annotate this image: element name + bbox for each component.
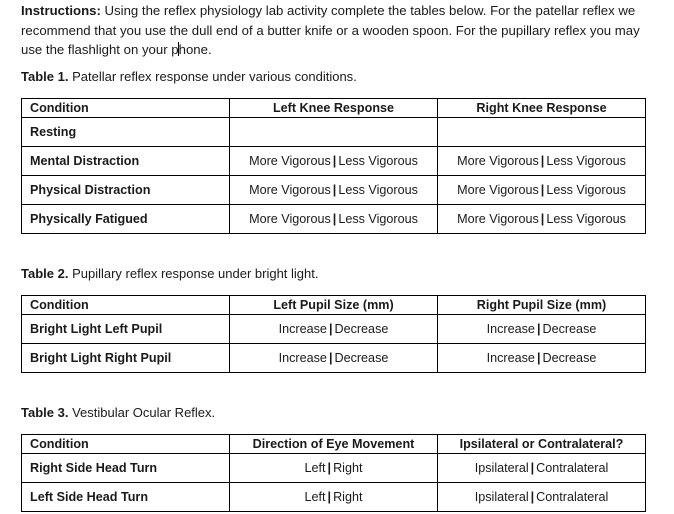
- column-header: Ipsilateral or Contralateral?: [438, 435, 646, 454]
- table3-caption-label: Table 3.: [21, 405, 69, 420]
- option-separator: |: [332, 154, 337, 168]
- table-row: [22, 344, 646, 373]
- table1-caption: [21, 69, 357, 85]
- right-response-cell[interactable]: [438, 344, 646, 373]
- response-option[interactable]: Decrease: [542, 322, 597, 336]
- response-option[interactable]: More Vigorous: [249, 212, 331, 226]
- condition-cell: Right Side Head Turn: [22, 454, 230, 483]
- instructions-label: Instructions:: [21, 3, 101, 18]
- right-response-cell[interactable]: [438, 147, 646, 176]
- response-option[interactable]: Ipsilateral: [474, 461, 529, 475]
- column-header: Right Knee Response: [438, 99, 646, 118]
- table-row: [22, 176, 646, 205]
- header-row: [22, 296, 646, 315]
- table3-caption: [21, 405, 215, 421]
- option-separator: |: [540, 183, 545, 197]
- table1-caption-text: Patellar reflex response under various conditions.: [72, 69, 357, 84]
- response-option[interactable]: Contralateral: [536, 461, 609, 475]
- header-row: [22, 435, 646, 454]
- right-response-cell[interactable]: [438, 176, 646, 205]
- column-header: Direction of Eye Movement: [230, 435, 438, 454]
- option-separator: |: [540, 212, 545, 226]
- condition-cell: Bright Light Right Pupil: [22, 344, 230, 373]
- right-response-cell[interactable]: [438, 205, 646, 234]
- option-separator: |: [327, 461, 332, 475]
- response-option[interactable]: Left: [304, 461, 326, 475]
- table2-caption: [21, 266, 319, 282]
- left-response-cell[interactable]: [230, 118, 438, 147]
- table2-caption-label: Table 2.: [21, 266, 69, 281]
- response-option[interactable]: Decrease: [542, 351, 597, 365]
- table-row: [22, 205, 646, 234]
- left-response-cell[interactable]: [230, 315, 438, 344]
- response-option[interactable]: More Vigorous: [457, 154, 539, 168]
- response-option[interactable]: Increase: [486, 322, 535, 336]
- column-header: Condition: [22, 435, 230, 454]
- instructions-text: Using the reflex physiology lab activity complete the tables below. For the patellar reflex we recommend that you use the dull end of a butter knife or a wooden spoon. For the pupillary reflex you may use the flashlight on your p: [21, 3, 640, 57]
- response-option[interactable]: Less Vigorous: [546, 212, 626, 226]
- table-row: [22, 454, 646, 483]
- response-option[interactable]: Less Vigorous: [546, 154, 626, 168]
- table1-patellar-reflex: [21, 98, 646, 234]
- condition-cell: Mental Distraction: [22, 147, 230, 176]
- condition-cell: Left Side Head Turn: [22, 483, 230, 512]
- table1-caption-label: Table 1.: [21, 69, 69, 84]
- response-option[interactable]: More Vigorous: [457, 183, 539, 197]
- response-option[interactable]: Less Vigorous: [338, 183, 418, 197]
- table3-caption-text: Vestibular Ocular Reflex.: [72, 405, 216, 420]
- option-separator: |: [536, 351, 541, 365]
- response-option[interactable]: Less Vigorous: [338, 212, 418, 226]
- right-response-cell[interactable]: [438, 454, 646, 483]
- response-option[interactable]: Right: [333, 490, 363, 504]
- condition-cell: Bright Light Left Pupil: [22, 315, 230, 344]
- response-option[interactable]: Decrease: [334, 322, 389, 336]
- left-response-cell[interactable]: [230, 205, 438, 234]
- table2-pupillary-reflex: [21, 295, 646, 373]
- response-option[interactable]: Less Vigorous: [546, 183, 626, 197]
- left-response-cell[interactable]: [230, 483, 438, 512]
- column-header: Right Pupil Size (mm): [438, 296, 646, 315]
- table-row: [22, 315, 646, 344]
- table-row: [22, 483, 646, 512]
- right-response-cell[interactable]: [438, 483, 646, 512]
- left-response-cell[interactable]: [230, 344, 438, 373]
- response-option[interactable]: More Vigorous: [249, 183, 331, 197]
- left-response-cell[interactable]: [230, 176, 438, 205]
- option-separator: |: [332, 212, 337, 226]
- left-response-cell[interactable]: [230, 454, 438, 483]
- column-header: Left Pupil Size (mm): [230, 296, 438, 315]
- instructions-text-end: hone.: [178, 42, 212, 57]
- right-response-cell[interactable]: [438, 315, 646, 344]
- response-option[interactable]: Contralateral: [536, 490, 609, 504]
- header-row: [22, 99, 646, 118]
- option-separator: |: [530, 490, 535, 504]
- option-separator: |: [540, 154, 545, 168]
- column-header: Condition: [22, 99, 230, 118]
- table2-caption-text: Pupillary reflex response under bright light.: [72, 266, 319, 281]
- table-row: [22, 118, 646, 147]
- response-option[interactable]: Ipsilateral: [474, 490, 529, 504]
- instructions-paragraph: [21, 0, 651, 60]
- table-row: [22, 147, 646, 176]
- table3-vestibular-ocular-reflex: [21, 434, 646, 512]
- left-response-cell[interactable]: [230, 147, 438, 176]
- column-header: Left Knee Response: [230, 99, 438, 118]
- condition-cell: Resting: [22, 118, 230, 147]
- response-option[interactable]: Right: [333, 461, 363, 475]
- response-option[interactable]: Increase: [278, 322, 327, 336]
- option-separator: |: [530, 461, 535, 475]
- option-separator: |: [328, 322, 333, 336]
- response-option[interactable]: Increase: [486, 351, 535, 365]
- column-header: Condition: [22, 296, 230, 315]
- response-option[interactable]: More Vigorous: [249, 154, 331, 168]
- response-option[interactable]: Less Vigorous: [338, 154, 418, 168]
- response-option[interactable]: Decrease: [334, 351, 389, 365]
- option-separator: |: [536, 322, 541, 336]
- condition-cell: Physical Distraction: [22, 176, 230, 205]
- option-separator: |: [328, 351, 333, 365]
- right-response-cell[interactable]: [438, 118, 646, 147]
- option-separator: |: [332, 183, 337, 197]
- document-page: [21, 0, 651, 504]
- condition-cell: Physically Fatigued: [22, 205, 230, 234]
- response-option[interactable]: Increase: [278, 351, 327, 365]
- response-option[interactable]: Left: [304, 490, 326, 504]
- option-separator: |: [327, 490, 332, 504]
- response-option[interactable]: More Vigorous: [457, 212, 539, 226]
